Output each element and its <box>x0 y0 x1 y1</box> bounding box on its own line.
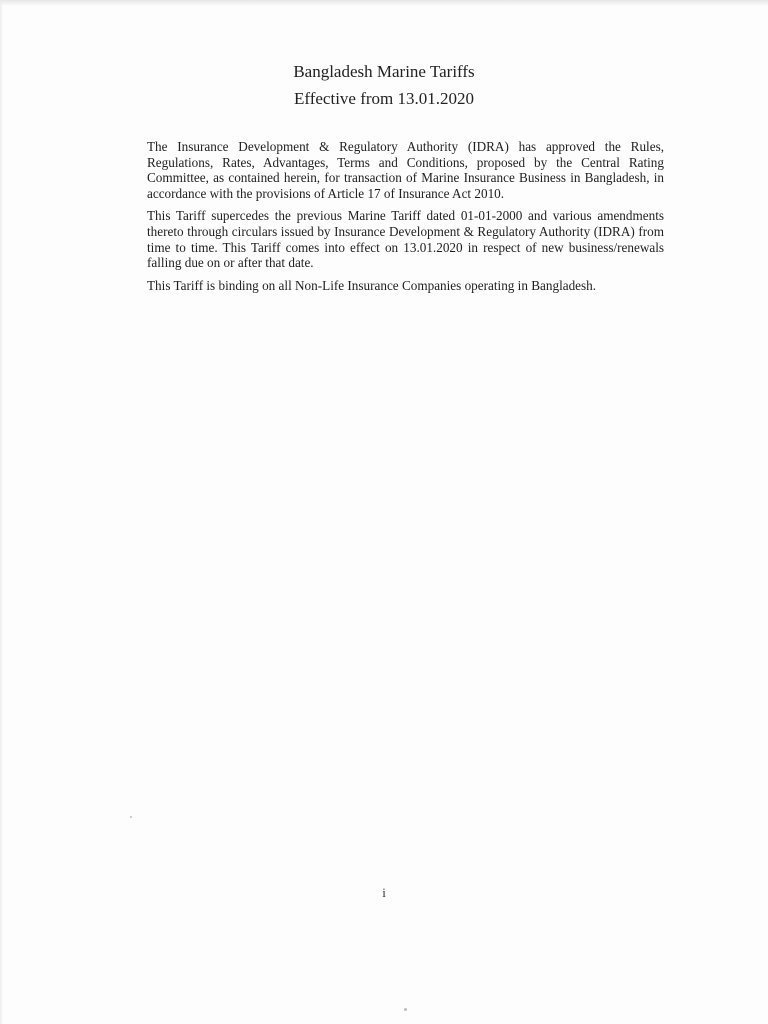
scan-left-edge <box>0 0 3 1024</box>
document-title: Bangladesh Marine Tariffs <box>293 62 475 81</box>
paragraph-binding: This Tariff is binding on all Non-Life Insurance Companies operating in Bangladesh. <box>147 277 597 293</box>
paragraph-approval: The Insurance Development & Regulatory Authority (IDRA) has approved the Rules, Regulations, Rates, Advantages, Terms and Conditions, proposed by the Central Rating Committee, as contained herein, for transaction of Marine Insurance Business in Bangladesh, in accordance with the provisions of Article 17 of Insurance Act 2010. <box>147 139 664 201</box>
page-number: i <box>382 885 386 900</box>
scan-speck <box>130 816 132 818</box>
scan-top-edge <box>0 0 768 6</box>
body-text <box>147 139 664 300</box>
paragraph-supersedes: This Tariff supercedes the previous Marine Tariff dated 01-01-2000 and various amendments thereto through circulars issued by Insurance Development & Regulatory Authority (IDRA) from time to time. This Tariff comes into effect on 13.01.2020 in respect of new business/renewals falling due on or after that date. <box>147 208 664 271</box>
effective-date-line: Effective from 13.01.2020 <box>293 89 475 108</box>
title-block <box>0 60 768 111</box>
scan-speck <box>404 1008 407 1011</box>
